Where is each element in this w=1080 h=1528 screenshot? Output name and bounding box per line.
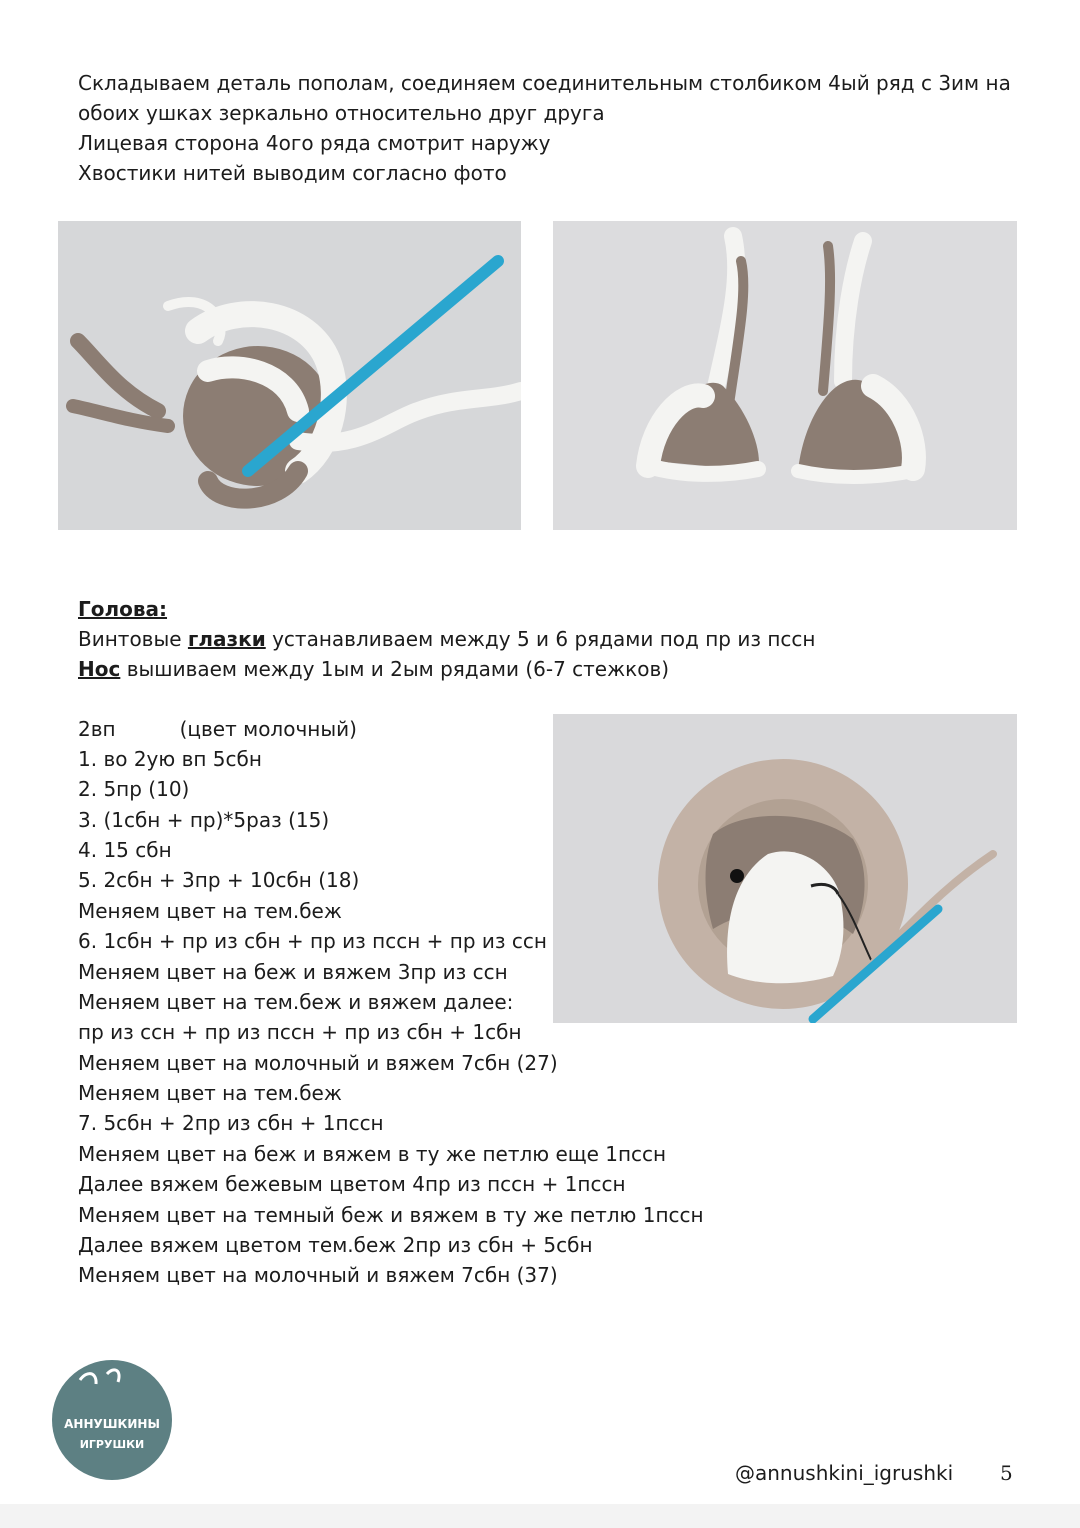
bottom-strip [0,1504,1080,1528]
finished-ears-photo [553,221,1017,530]
logo-line-1: АННУШКИНЫ [64,1417,160,1431]
intro-line-1: Складываем деталь пополам, соединяем соединительным столбиком 4ый ряд с 3им на [78,71,1011,95]
row-item: Меняем цвет на тем.беж и вяжем далее: [78,990,514,1014]
eyes-word: глазки [187,627,266,651]
row-item: 3. (1сбн + пр)*5раз (15) [78,808,330,832]
row-item: Меняем цвет на тем.беж [78,1081,342,1105]
intro-line-2: обоих ушках зеркально относительно друг друга [78,101,605,125]
start-color: (цвет молочный) [179,717,357,741]
row-item: 1. во 2ую вп 5сбн [78,747,262,771]
row-item: 6. 1сбн + пр из сбн + пр из пссн + пр из ссн [78,929,547,953]
social-handle: @annushkini_igrushki [735,1461,954,1485]
row-item: 4. 15 сбн [78,838,172,862]
eyes-text-before: Винтовые [78,627,188,651]
row-item: пр из ссн + пр из пссн + пр из сбн + 1сбн [78,1020,522,1044]
head-photo [553,714,1017,1023]
row-item: Далее вяжем цветом тем.беж 2пр из сбн + 5сбн [78,1233,593,1257]
row-item: Меняем цвет на беж и вяжем в ту же петлю еще 1пссн [78,1142,667,1166]
row-item: 5. 2сбн + 3пр + 10сбн (18) [78,868,360,892]
eyes-instruction [78,624,816,654]
nose-word: Нос [78,657,121,681]
row-item: 2. 5пр (10) [78,777,190,801]
row-item: Меняем цвет на тем.беж [78,899,342,923]
intro-line-3: Лицевая сторона 4ого ряда смотрит наружу [78,131,551,155]
nose-text-after: вышиваем между 1ым и 2ым рядами (6-7 стежков) [120,657,670,681]
row-item: Меняем цвет на молочный и вяжем 7сбн (37) [78,1263,558,1287]
row-item: Меняем цвет на беж и вяжем 3пр из ссн [78,960,508,984]
row-item: Меняем цвет на темный беж и вяжем в ту же петлю 1пссн [78,1203,704,1227]
nose-instruction [78,654,669,684]
logo-line-2: ИГРУШКИ [79,1438,145,1451]
eyes-text-after: устанавливаем между 5 и 6 рядами под пр из пссн [265,627,816,651]
start-chain: 2вп [78,717,116,741]
section-heading: Голова: [78,597,168,621]
page-number: 5 [1000,1461,1013,1485]
start-line [78,714,357,744]
intro-line-4: Хвостики нитей выводим согласно фото [78,161,507,185]
row-item: 7. 5сбн + 2пр из сбн + 1пссн [78,1111,384,1135]
ear-folding-photo [58,221,521,530]
brand-logo [52,1360,172,1480]
row-item: Меняем цвет на молочный и вяжем 7сбн (27) [78,1051,558,1075]
row-item: Далее вяжем бежевым цветом 4пр из пссн + 1пссн [78,1172,626,1196]
